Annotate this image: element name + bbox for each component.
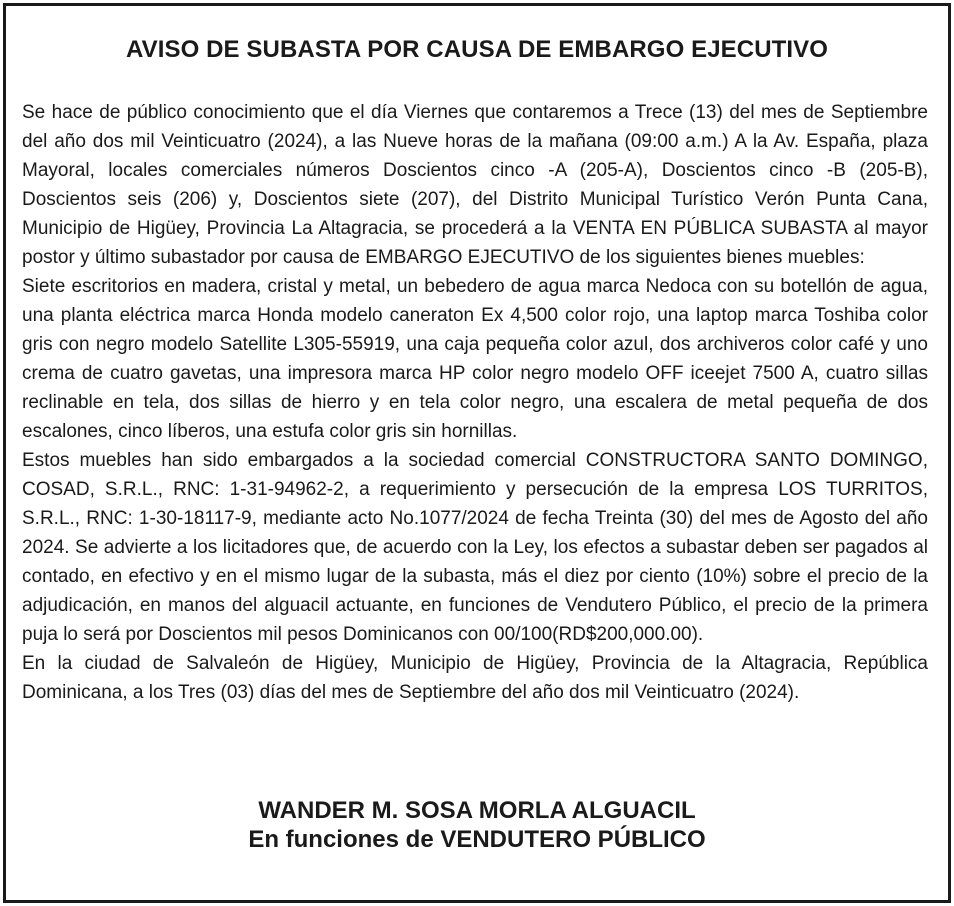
signature-name: WANDER M. SOSA MORLA ALGUACIL: [258, 797, 696, 824]
paragraph-place-date: En la ciudad de Salvaleón de Higüey, Municipio de Higüey, Provincia de la Altagracia, República Dominicana, a los Tres (03) días del mes de Septiembre del año dos mil Veinticuatro (2024).: [22, 653, 928, 703]
paragraph-goods-list: Siete escritorios en madera, cristal y metal, un bebedero de agua marca Nedoca con su botellón de agua, una planta eléctrica marca Honda modelo caneraton Ex 4,500 color rojo, una laptop marca Toshiba color gris con negro modelo Satellite L305-55919, una caja pequeña color azul, dos archiveros color café y uno crema de cuatro gavetas, una impresora marca HP color negro modelo OFF iceejet 7500 A, cuatro sillas reclinable en tela, dos sillas de hierro y en tela color negro, una escalera de metal pequeña de dos escalones, cinco líberos, una estufa color gris sin hornillas.: [22, 276, 928, 442]
signature-role: En funciones de VENDUTERO PÚBLICO: [248, 826, 706, 853]
notice-title: AVISO DE SUBASTA POR CAUSA DE EMBARGO EJECUTIVO: [125, 36, 829, 63]
signature-block: [6, 796, 948, 854]
paragraph-seizure-terms: Estos muebles han sido embargados a la sociedad comercial CONSTRUCTORA SANTO DOMINGO, COSAD, S.R.L., RNC: 1-31-94962-2, a requerimiento y persecución de la empresa LOS TURRITOS, S.R.L., RNC: 1-30-18117-9, mediante acto No.1077/2024 de fecha Treinta (30) del mes de Agosto del año 2024. Se advierte a los licitadores que, de acuerdo con la Ley, los efectos a subastar deben ser pagados al contado, en efectivo y en el mismo lugar de la subasta, más el diez por ciento (10%) sobre el precio de la adjudicación, en manos del alguacil actuante, en funciones de Vendutero Público, el precio de la primera puja lo será por Doscientos mil pesos Dominicanos con 00/100(RD$200,000.00).: [22, 450, 928, 645]
notice-body: [22, 98, 928, 707]
paragraph-announcement: Se hace de público conocimiento que el día Viernes que contaremos a Trece (13) del mes de Septiembre del año dos mil Veinticuatro (2024), a las Nueve horas de la mañana (09:00 a.m.) A la Av. España, plaza Mayoral, locales comerciales números Doscientos cinco -A (205-A), Doscientos cinco -B (205-B), Doscientos seis (206) y, Doscientos siete (207), del Distrito Municipal Turístico Verón Punta Cana, Municipio de Higüey, Provincia La Altagracia, se procederá a la VENTA EN PÚBLICA SUBASTA al mayor postor y último subastador por causa de EMBARGO EJECUTIVO de los siguientes bienes muebles:: [22, 102, 928, 268]
notice-frame: [3, 3, 951, 903]
